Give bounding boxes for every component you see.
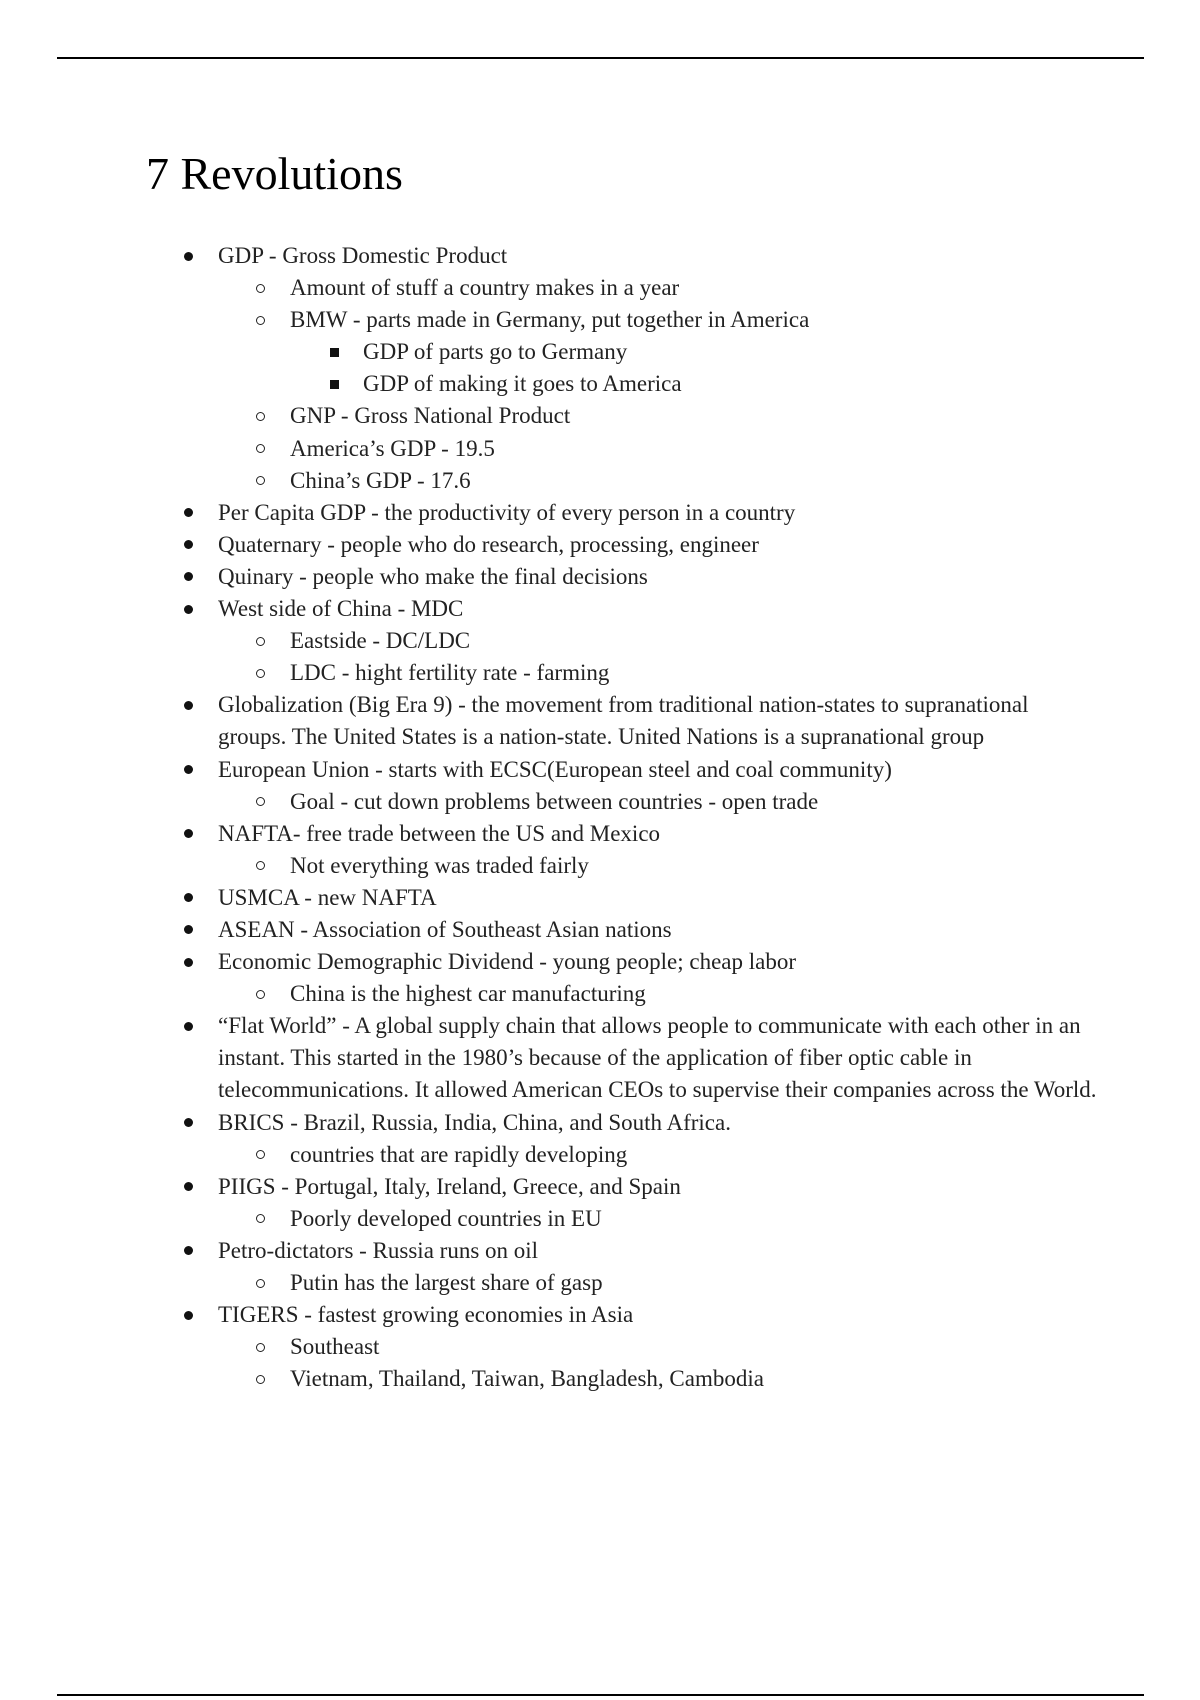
bullet-item: [0, 946, 1200, 978]
bullet-circle-icon: [252, 400, 268, 432]
bullet-text: TIGERS - fastest growing economies in Asia: [218, 1302, 634, 1328]
bullet-item: [0, 914, 1200, 946]
bullet-text: BMW - parts made in Germany, put together in America: [290, 307, 810, 333]
bullet-dot-icon: [180, 593, 196, 625]
bullet-text: USMCA - new NAFTA: [218, 884, 437, 910]
bullet-dot-icon: [180, 1235, 196, 1267]
bottom-divider: [57, 1694, 1144, 1696]
bullet-text: Southeast: [290, 1334, 380, 1360]
bullet-text: GDP of parts go to Germany: [363, 339, 628, 365]
bullet-dot-icon: [180, 561, 196, 593]
bullet-item: [0, 1299, 1200, 1331]
sub-bullet-item: [0, 465, 1200, 497]
bullet-text: China is the highest car manufacturing: [290, 981, 646, 1007]
bullet-text: ASEAN - Association of Southeast Asian nations: [218, 916, 672, 942]
notes-list: [0, 240, 1200, 1395]
sub-bullet-item: [0, 1267, 1200, 1299]
bullet-text: GNP - Gross National Product: [290, 403, 571, 429]
bullet-item: [0, 754, 1200, 786]
sub-bullet-item: [0, 272, 1200, 304]
sub-bullet-item: [0, 657, 1200, 689]
bullet-dot-icon: [180, 1299, 196, 1331]
bullet-circle-icon: [252, 978, 268, 1010]
bullet-text: BRICS - Brazil, Russia, India, China, and South Africa.: [218, 1109, 731, 1135]
bullet-text: European Union - starts with ECSC(European steel and coal community): [218, 756, 892, 782]
bullet-circle-icon: [252, 1139, 268, 1171]
bullet-item: [0, 497, 1200, 529]
bullet-dot-icon: [180, 882, 196, 914]
bullet-text: GDP of making it goes to America: [363, 371, 682, 397]
bullet-circle-icon: [252, 304, 268, 336]
bullet-item: [0, 240, 1200, 272]
bullet-text: China’s GDP - 17.6: [290, 467, 471, 493]
bullet-text: Amount of stuff a country makes in a year: [290, 275, 680, 301]
sub-bullet-item: [0, 1203, 1200, 1235]
bullet-item: [0, 561, 1200, 593]
bullet-item: [0, 1010, 1200, 1106]
sub-bullet-item: [0, 1331, 1200, 1363]
sub-bullet-item: [0, 625, 1200, 657]
bullet-item: [0, 1235, 1200, 1267]
bullet-text: “Flat World” - A global supply chain that allows people to communicate with each other in an instant. This started in the 1980’s because of the application of fiber optic cable in telecommunications. It allowed American CEOs to supervise their companies across the World.: [218, 1013, 1097, 1103]
sub-bullet-item: [0, 400, 1200, 432]
bullet-dot-icon: [180, 1171, 196, 1203]
bullet-text: LDC - hight fertility rate - farming: [290, 660, 610, 686]
bullet-item: [0, 1107, 1200, 1139]
sub-bullet-item: [0, 1363, 1200, 1395]
bullet-circle-icon: [252, 1363, 268, 1395]
bullet-item: [0, 689, 1200, 753]
bullet-text: Globalization (Big Era 9) - the movement from traditional nation-states to supranational groups. The United States is a nation-state. United Nations is a supranational group: [218, 692, 1029, 750]
bullet-circle-icon: [252, 1331, 268, 1363]
bullet-circle-icon: [252, 786, 268, 818]
sub-bullet-item: [0, 304, 1200, 336]
bullet-text: Vietnam, Thailand, Taiwan, Bangladesh, Cambodia: [290, 1366, 764, 1392]
bullet-text: NAFTA- free trade between the US and Mexico: [218, 820, 661, 846]
bullet-dot-icon: [180, 754, 196, 786]
bullet-circle-icon: [252, 1203, 268, 1235]
sub-bullet-item: [0, 850, 1200, 882]
bullet-dot-icon: [180, 529, 196, 561]
sub-sub-bullet-item: [0, 336, 1200, 368]
bullet-item: [0, 882, 1200, 914]
bullet-item: [0, 818, 1200, 850]
bullet-dot-icon: [180, 1107, 196, 1139]
bullet-text: Quaternary - people who do research, processing, engineer: [218, 531, 759, 557]
bullet-circle-icon: [252, 657, 268, 689]
sub-bullet-item: [0, 433, 1200, 465]
bullet-item: [0, 1171, 1200, 1203]
bullet-circle-icon: [252, 465, 268, 497]
bullet-item: [0, 593, 1200, 625]
bullet-text: Not everything was traded fairly: [290, 852, 589, 878]
bullet-circle-icon: [252, 1267, 268, 1299]
bullet-text: Putin has the largest share of gasp: [290, 1270, 603, 1295]
bullet-dot-icon: [180, 914, 196, 946]
bullet-text: Petro-dictators - Russia runs on oil: [218, 1237, 539, 1263]
bullet-dot-icon: [180, 497, 196, 529]
bullet-text: Economic Demographic Dividend - young people; cheap labor: [218, 949, 797, 975]
bullet-circle-icon: [252, 625, 268, 657]
bullet-text: Eastside - DC/LDC: [290, 628, 471, 654]
bullet-text: PIIGS - Portugal, Italy, Ireland, Greece, and Spain: [218, 1173, 681, 1199]
bullet-text: countries that are rapidly developing: [290, 1141, 628, 1167]
top-divider: [57, 57, 1144, 59]
page-title: 7 Revolutions: [146, 148, 403, 199]
bullet-text: Per Capita GDP - the productivity of every person in a country: [218, 499, 796, 525]
bullet-text: Poorly developed countries in EU: [290, 1205, 602, 1231]
bullet-text: West side of China - MDC: [218, 596, 464, 622]
bullet-dot-icon: [180, 818, 196, 850]
bullet-square-icon: [326, 368, 342, 400]
sub-bullet-item: [0, 786, 1200, 818]
bullet-square-icon: [326, 336, 342, 368]
bullet-dot-icon: [180, 1010, 196, 1042]
bullet-text: Goal - cut down problems between countries - open trade: [290, 788, 819, 814]
bullet-circle-icon: [252, 433, 268, 465]
bullet-text: GDP - Gross Domestic Product: [218, 243, 508, 268]
bullet-dot-icon: [180, 946, 196, 978]
bullet-text: America’s GDP - 19.5: [290, 435, 495, 461]
bullet-circle-icon: [252, 272, 268, 304]
bullet-text: Quinary - people who make the final decisions: [218, 563, 648, 589]
bullet-dot-icon: [180, 240, 196, 272]
bullet-dot-icon: [180, 689, 196, 721]
sub-sub-bullet-item: [0, 368, 1200, 400]
sub-bullet-item: [0, 1139, 1200, 1171]
bullet-item: [0, 529, 1200, 561]
sub-bullet-item: [0, 978, 1200, 1010]
bullet-circle-icon: [252, 850, 268, 882]
